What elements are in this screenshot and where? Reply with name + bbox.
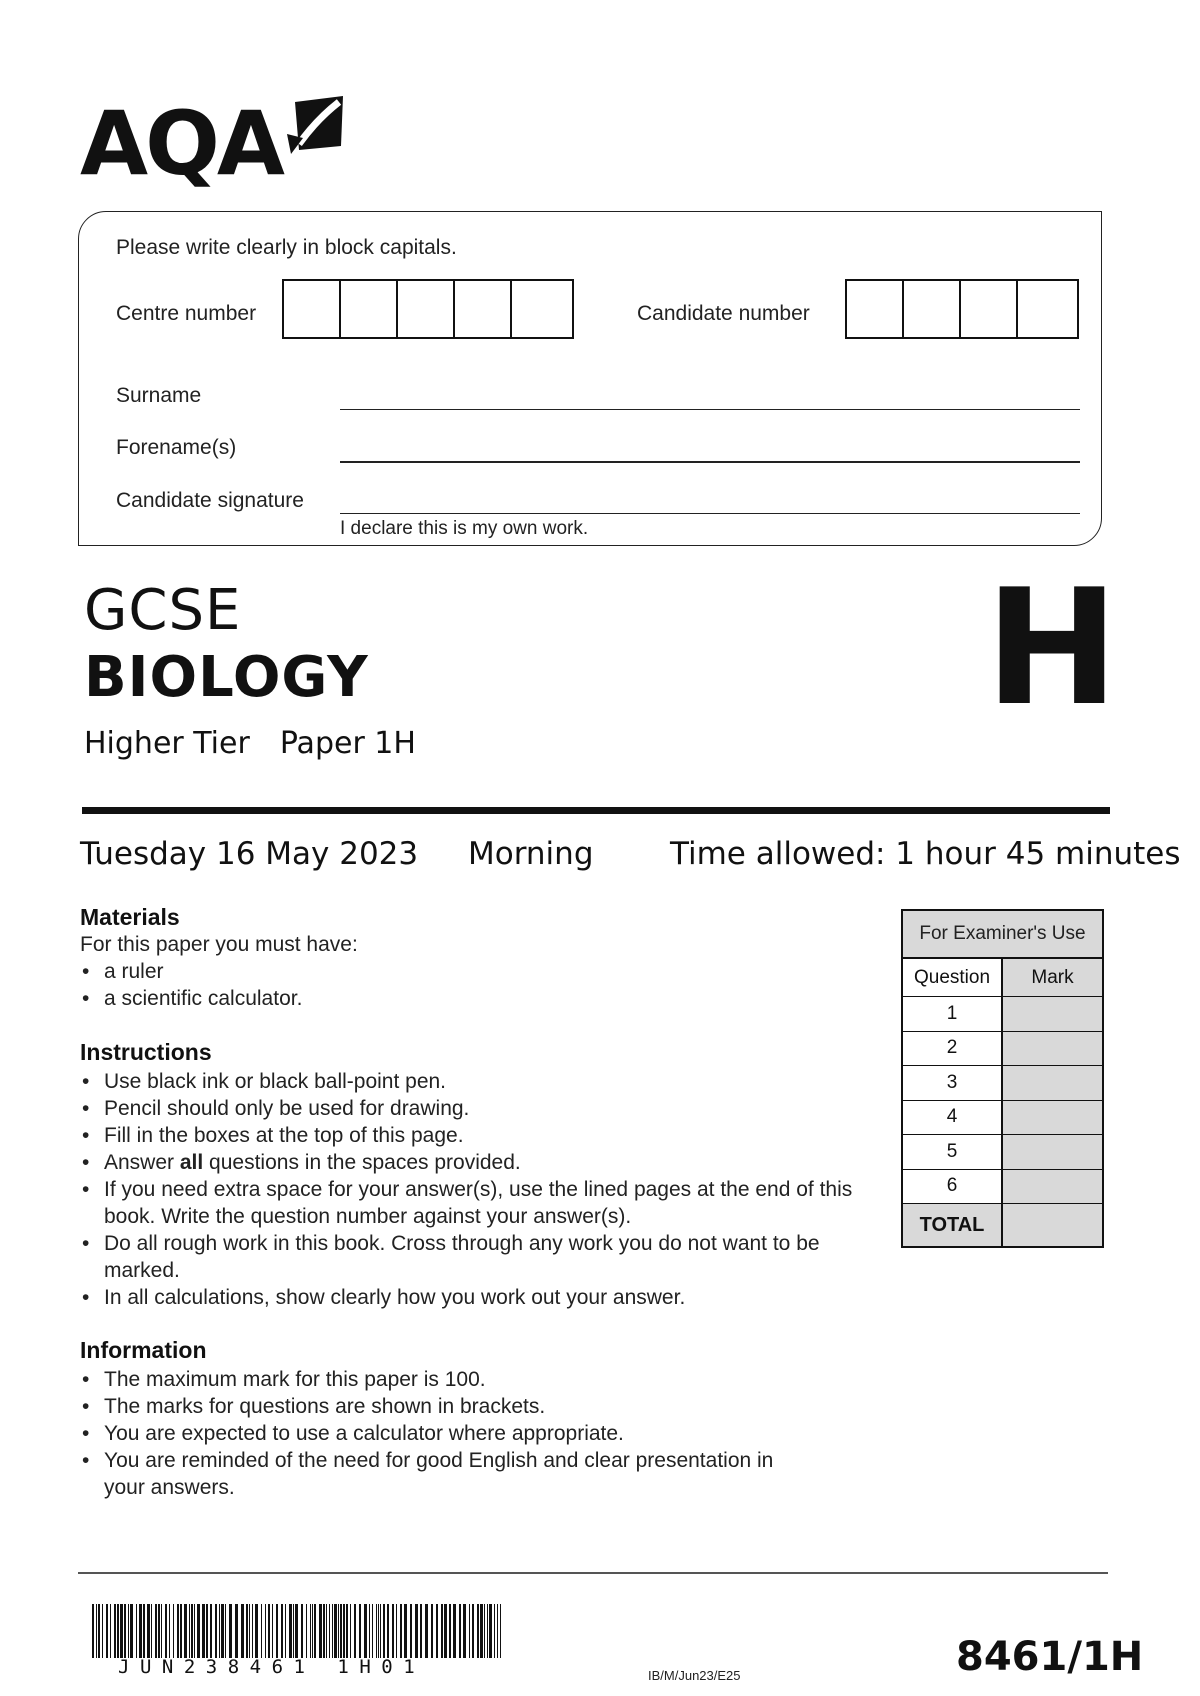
examiner-table-row [903,1170,1102,1205]
barcode-bar [310,1604,311,1658]
barcode-bar [480,1604,483,1658]
barcode-bar [289,1604,292,1658]
barcode-bar [120,1604,123,1658]
barcode-bar [189,1604,190,1658]
forename-label: Forename(s) [116,436,237,459]
barcode-bar [293,1604,294,1658]
surname-line[interactable] [340,409,1080,410]
barcode-bar [197,1604,200,1658]
materials-item: • a ruler [80,958,870,985]
barcode-bar [372,1604,373,1658]
paper-reference: IB/M/Jun23/E25 [648,1668,741,1683]
barcode-bar [380,1604,381,1658]
barcode-bar [191,1604,193,1658]
footer-divider [78,1572,1108,1574]
barcode-bar [340,1604,342,1658]
tier-paper-row [84,726,446,761]
barcode-bar [396,1604,397,1658]
barcode-bar [255,1604,258,1658]
barcode-bar [215,1604,217,1658]
barcode-bar [155,1604,157,1658]
barcode-bar [202,1604,205,1658]
barcode-bar [400,1604,402,1658]
instruction-item: • In all calculations, show clearly how you work out your answer. [80,1284,870,1311]
question-number: 4 [903,1101,1003,1135]
barcode-bar [383,1604,385,1658]
logo-text: AQA [80,92,283,195]
barcode-bar [184,1604,187,1658]
barcode-bar [102,1604,103,1658]
materials-list [80,958,870,1012]
question-number: 3 [903,1066,1003,1100]
barcode-bar [436,1604,438,1658]
barcode-bar [92,1604,94,1658]
information-section [80,1336,870,1501]
barcode-bar [272,1604,273,1658]
information-list [80,1366,870,1501]
mark-cell [1003,1135,1102,1169]
barcode-bar [369,1604,370,1658]
examiner-table-row [903,1066,1102,1101]
barcode-bar [329,1604,330,1658]
barcode-bar [124,1604,126,1658]
barcode-bar [326,1604,327,1658]
barcode-text: JUN238461 1H01 [118,1656,426,1678]
centre-digit-box[interactable] [284,281,341,337]
barcode-bar [117,1604,119,1658]
barcode-bar [194,1604,195,1658]
information-heading: Information [80,1337,207,1363]
declaration-text: I declare this is my own work. [340,518,589,539]
barcode-bar [477,1604,479,1658]
instruction-item: • Do all rough work in this book. Cross through any work you do not want to be marked. [80,1230,820,1284]
barcode-bar [158,1604,160,1658]
barcode-bar [225,1604,226,1658]
candidate-digit-box[interactable] [1018,281,1075,337]
aqa-leaf-icon [285,94,345,154]
paper-code: 8461/1H [956,1634,1144,1680]
information-item: • You are reminded of the need for good English and clear presentation in your answers. [80,1447,800,1501]
barcode-bar [161,1604,162,1658]
barcode-bar [392,1604,394,1658]
materials-section [80,903,870,1012]
barcode-bar [449,1604,451,1658]
mark-cell [1003,997,1102,1031]
barcode-bar [463,1604,466,1658]
barcode-bar [314,1604,316,1658]
barcode-bar [404,1604,407,1658]
barcode-bar [265,1604,266,1658]
barcode-bar [359,1604,361,1658]
barcode-bar [246,1604,248,1658]
centre-digit-box[interactable] [455,281,512,337]
centre-number-label: Centre number [116,302,257,325]
examiner-use-table [901,909,1104,1248]
barcode-bar [444,1604,447,1658]
examiner-table-heading: For Examiner's Use [903,911,1102,959]
barcode-bar [268,1604,270,1658]
question-number: 2 [903,1032,1003,1066]
centre-number-boxes[interactable] [282,279,574,339]
barcode-bar [354,1604,356,1658]
barcode-bar [110,1604,111,1658]
information-item: • You are expected to use a calculator where appropriate. [80,1420,870,1447]
barcode-bar [210,1604,212,1658]
question-number: 5 [903,1135,1003,1169]
barcode-bar [484,1604,485,1658]
question-number: 6 [903,1170,1003,1204]
information-item: • The marks for questions are shown in brackets. [80,1393,870,1420]
barcode-bar [165,1604,167,1658]
barcode-bar [177,1604,179,1658]
mark-cell [1003,1032,1102,1066]
centre-digit-box[interactable] [512,281,569,337]
qualification-title: GCSE [84,578,242,643]
barcode-bar [441,1604,443,1658]
instruction-item: • Fill in the boxes at the top of this page. [80,1122,870,1149]
barcode-bar [378,1604,379,1658]
barcode-bar [415,1604,418,1658]
barcode-bar [143,1604,145,1658]
examiner-table-row [903,997,1102,1032]
barcode-bar [387,1604,389,1658]
barcode-bar [173,1604,174,1658]
barcode-bar [276,1604,278,1658]
instruction-item: • If you need extra space for your answer(s), use the lined pages at the end of this book. Write the question number against your answer(s). [80,1176,870,1230]
candidate-number-label: Candidate number [637,302,810,325]
barcode-bar [334,1604,337,1658]
barcode-bar [130,1604,133,1658]
candidate-number-boxes[interactable] [845,279,1079,339]
mark-cell [1003,1101,1102,1135]
barcode-bar [472,1604,474,1658]
instruction-item: • Use black ink or black ball-point pen. [80,1068,870,1095]
materials-intro: For this paper you must have: [80,933,358,956]
instructions-list [80,1068,870,1311]
exam-session: Morning [468,836,594,872]
barcode-bar [497,1604,498,1658]
barcode-bar [229,1604,232,1658]
barcode-bar [323,1604,325,1658]
signature-line[interactable] [340,513,1080,514]
candidate-digit-box[interactable] [847,281,904,337]
title-divider [82,807,1110,814]
candidate-digit-box[interactable] [961,281,1018,337]
barcode-bar [459,1604,461,1658]
barcode-bar [180,1604,182,1658]
block-capitals-instruction: Please write clearly in block capitals. [116,236,457,259]
barcode-bar [136,1604,137,1658]
barcode-bar [235,1604,238,1658]
aqa-logo [80,88,350,195]
total-mark-cell [1003,1204,1102,1246]
barcode-bar [252,1604,253,1658]
examiner-table-row [903,1135,1102,1170]
barcode-bar [128,1604,129,1658]
barcode-bar [261,1604,262,1658]
tier-label: Higher Tier [84,726,250,761]
subject-title: BIOLOGY [84,645,369,710]
barcode-bar [431,1604,433,1658]
barcode-bar [453,1604,456,1658]
centre-digit-box[interactable] [398,281,455,337]
barcode-bar [169,1604,170,1658]
barcode-bar [338,1604,339,1658]
barcode-bar [364,1604,367,1658]
barcode-bar [281,1604,283,1658]
examiner-table-header-row [903,959,1102,997]
barcode-bar [241,1604,244,1658]
total-label: TOTAL [903,1204,1003,1246]
examiner-table-row [903,1101,1102,1136]
centre-digit-box[interactable] [341,281,398,337]
tier-letter: H [985,554,1119,741]
barcode-image [92,1604,505,1658]
barcode-bar [295,1604,298,1658]
barcode-bar [306,1604,307,1658]
barcode-bar [489,1604,492,1658]
barcode-bar [376,1604,377,1658]
barcode-bar [500,1604,501,1658]
examiner-table-row [903,1032,1102,1067]
barcode-bar [469,1604,470,1658]
barcode-bar [312,1604,313,1658]
mark-column-header: Mark [1003,959,1102,996]
information-item: • The maximum mark for this paper is 100. [80,1366,870,1393]
barcode-bar [319,1604,322,1658]
candidate-digit-box[interactable] [904,281,961,337]
time-allowed: Time allowed: 1 hour 45 minutes [670,836,1181,872]
paper-label: Paper 1H [279,726,416,761]
question-column-header: Question [903,959,1003,996]
surname-label: Surname [116,384,202,407]
barcode-bar [151,1604,152,1658]
barcode-bar [98,1604,100,1658]
mark-cell [1003,1170,1102,1204]
barcode-bar [420,1604,422,1658]
barcode-bar [147,1604,150,1658]
instruction-item: • Answer all questions in the spaces provided. [80,1149,870,1176]
barcode-bar [139,1604,142,1658]
barcode-bar [219,1604,220,1658]
instructions-heading: Instructions [80,1039,212,1065]
barcode-bar [487,1604,488,1658]
barcode-bar [343,1604,345,1658]
examiner-total-row [903,1204,1102,1246]
barcode-bar [114,1604,116,1658]
barcode-bar [106,1604,108,1658]
barcode-bar [425,1604,428,1658]
barcode-bar [96,1604,97,1658]
barcode-bar [494,1604,495,1658]
barcode-bar [249,1604,250,1658]
materials-heading: Materials [80,904,180,930]
instructions-section [80,1038,870,1311]
barcode-bar [301,1604,303,1658]
barcode-bar [350,1604,351,1658]
barcode-bar [332,1604,333,1658]
barcode-bar [346,1604,348,1658]
materials-item: • a scientific calculator. [80,985,870,1012]
question-number: 1 [903,997,1003,1031]
signature-label: Candidate signature [116,489,304,512]
mark-cell [1003,1066,1102,1100]
barcode-bar [410,1604,412,1658]
forename-line[interactable] [340,461,1080,463]
barcode-bar [206,1604,208,1658]
exam-date: Tuesday 16 May 2023 [80,836,419,872]
barcode-bar [221,1604,224,1658]
instruction-item: • Pencil should only be used for drawing. [80,1095,870,1122]
barcode-bar [285,1604,286,1658]
